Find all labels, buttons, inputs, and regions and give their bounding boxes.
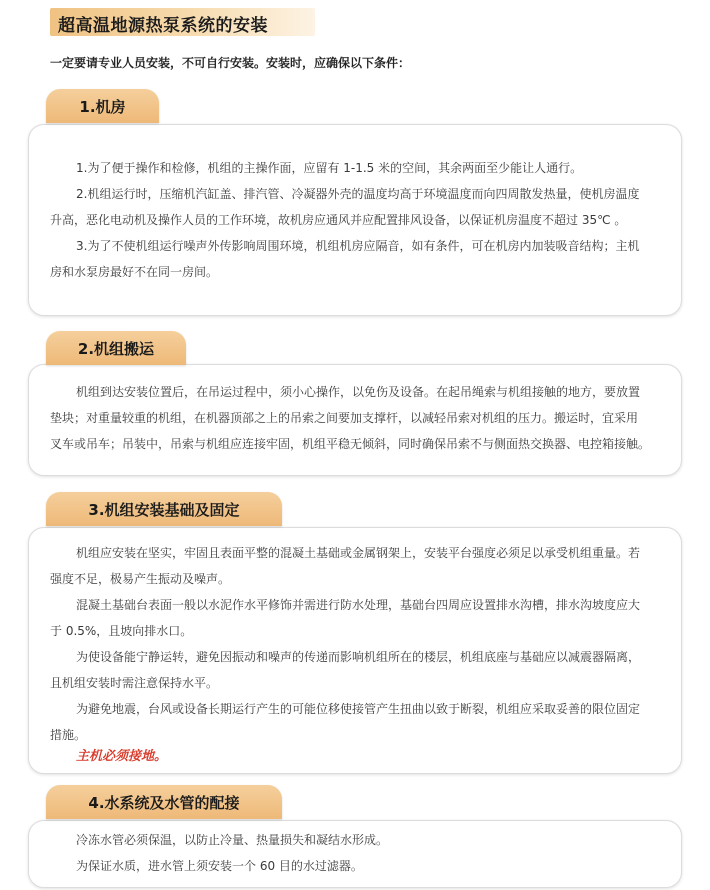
paragraph-line: 混凝土基础台表面一般以水泥作水平修饰并需进行防水处理，基础台四周应设置排水沟槽，排水沟坡度应大	[76, 598, 641, 612]
paragraph-line: 且机组安装时需注意保持水平。	[50, 676, 219, 690]
section-tab-machine-room	[46, 89, 159, 123]
grounding-warning: 主机必须接地。	[76, 749, 168, 764]
section-heading: 4.水系统及水管的配接	[88, 794, 240, 812]
intro-text: 一定要请专业人员安装，不可自行安装。安装时，应确保以下条件：	[50, 56, 411, 70]
section-heading: 1.机房	[79, 98, 126, 116]
paragraph-line: 机组到达安装位置后，在吊运过程中，须小心操作，以免伤及设备。在起吊绳索与机组接触的地方，要放置	[76, 385, 641, 399]
section-heading: 2.机组搬运	[77, 340, 155, 358]
paragraph-line: 3.为了不使机组运行噪声外传影响周围环境，机组机房应隔音，如有条件，可在机房内加装吸音结构；主机	[76, 239, 640, 253]
paragraph-line: 垫块；对重量较重的机组，在机器顶部之上的吊索之间要加支撑杆，以减轻吊索对机组的压力。搬运时，宜采用	[50, 411, 639, 425]
paragraph-line: 叉车或吊车；吊装中，吊索与机组应连接牢固，机组平稳无倾斜，同时确保吊索不与侧面热交换器、电控箱接触。	[50, 437, 651, 451]
paragraph-line: 为避免地震，台风或设备长期运行产生的可能位移使接管产生扭曲以致于断裂，机组应采取妥善的限位固定	[76, 702, 641, 716]
section-tab-unit-handling	[46, 331, 186, 365]
paragraph-line: 措施。	[50, 728, 87, 742]
paragraph-line: 房和水泵房最好不在同一房间。	[50, 265, 219, 279]
section-heading: 3.机组安装基础及固定	[88, 501, 240, 519]
section-tab-water-system	[46, 785, 282, 819]
paragraph-line: 升高，恶化电动机及操作人员的工作环境，故机房应通风并应配置排风设备，以保证机房温度不超过 35℃ 。	[50, 213, 627, 227]
section-tab-foundation	[46, 492, 282, 526]
paragraph-line: 冷冻水管必须保温，以防止冷量、热量损失和凝结水形成。	[76, 833, 389, 847]
paragraph-line: 机组应安装在坚实，牢固且表面平整的混凝土基础或金属钢架上，安装平台强度必须足以承受机组重量。若	[76, 546, 641, 560]
title-banner	[50, 8, 315, 36]
paragraph-line: 于 0.5%，且坡向排水口。	[50, 624, 193, 638]
page-title: 超高温地源热泵系统的安装	[58, 16, 268, 36]
paragraph-line: 2.机组运行时，压缩机汽缸盖、排汽管、冷凝器外壳的温度均高于环境温度而向四周散发热量，使机房温度	[76, 187, 640, 201]
paragraph-line: 为保证水质，进水管上须安装一个 60 目的水过滤器。	[76, 859, 363, 873]
paragraph-line: 1.为了便于操作和检修，机组的主操作面，应留有 1-1.5 米的空间，其余两面至少能让人通行。	[76, 161, 583, 175]
paragraph-line: 强度不足，极易产生振动及噪声。	[50, 572, 231, 586]
paragraph-line: 为使设备能宁静运转，避免因振动和噪声的传递而影响机组所在的楼层，机组底座与基础应以减震器隔离，	[76, 650, 641, 664]
